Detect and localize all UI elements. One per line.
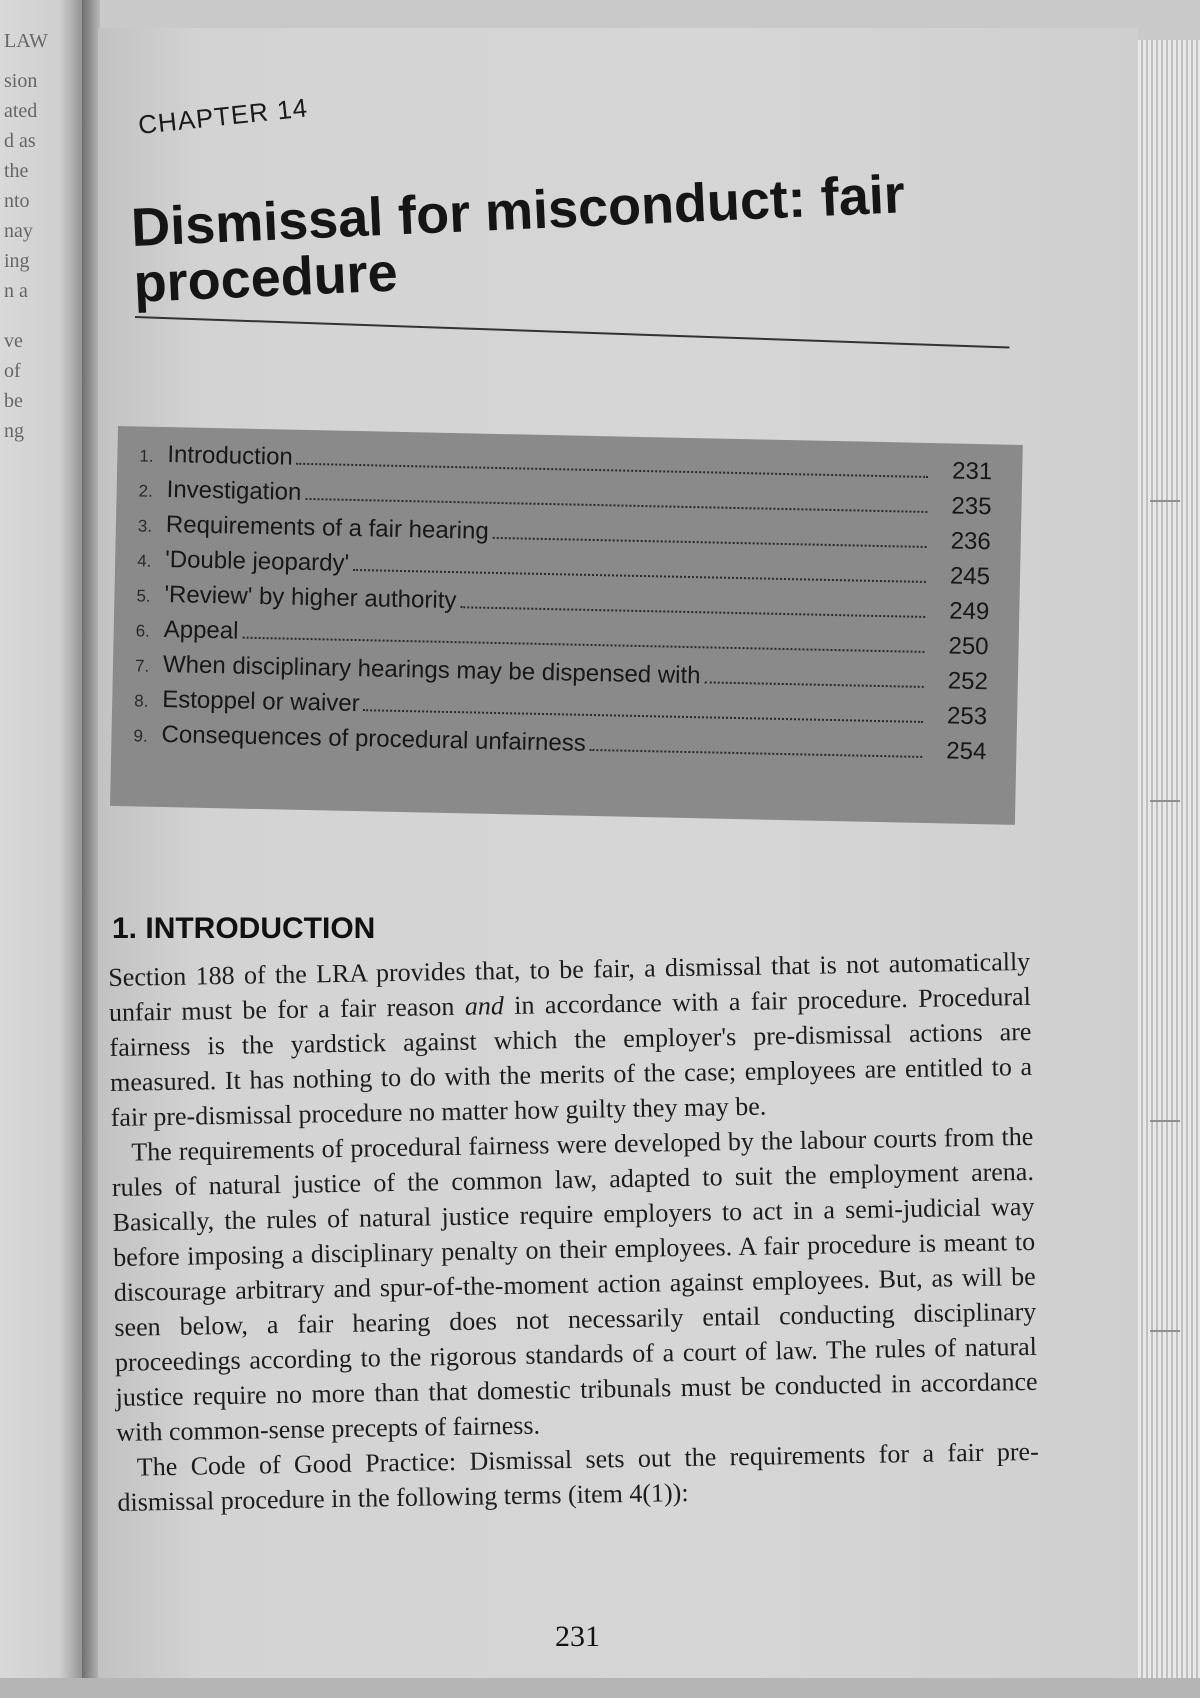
toc-leader-dots xyxy=(460,606,925,618)
left-page-text: n a xyxy=(4,280,28,302)
left-page-text: sion xyxy=(4,70,38,92)
left-page-text: ing xyxy=(4,250,30,272)
bottom-strip xyxy=(0,1678,1200,1698)
toc-title: 'Review' by higher authority xyxy=(164,581,457,615)
right-edge-marks xyxy=(1150,480,1190,1380)
toc-leader-dots xyxy=(493,537,927,548)
toc-page-number: 250 xyxy=(948,632,989,661)
left-page-text: nay xyxy=(4,220,33,242)
left-page-text: nto xyxy=(4,190,30,212)
toc-leader-dots xyxy=(305,498,927,513)
toc-page-number: 254 xyxy=(946,737,987,766)
toc-leader-dots xyxy=(590,749,923,758)
toc-title: 'Double jeopardy' xyxy=(164,546,350,577)
page-number: 231 xyxy=(555,1620,600,1653)
toc-leader-dots xyxy=(353,569,926,583)
left-page-fragment xyxy=(0,0,85,1698)
toc-leader-dots xyxy=(297,463,928,478)
toc-leader-dots xyxy=(704,681,923,688)
left-page-text: ve xyxy=(4,330,23,352)
toc-title: Consequences of procedural unfairness xyxy=(161,720,587,757)
toc-list xyxy=(111,426,1023,774)
chapter-label: CHAPTER 14 xyxy=(136,92,310,141)
toc-number: 9. xyxy=(133,726,148,746)
paragraph: The requirements of procedural fairness were developed by the labour courts from the rules of natural justice of the common law, adapted to suit the employment arena. Basically, the rules of natural justice require employers to act in a semi-judicial way before imposing a disciplinary penalty on their employees. A fair procedure is meant to discourage arbitrary and spur-of-the-moment action against employees. But, as will be seen below, a fair hearing does not necessarily entail conducting disciplinary proceedings according to the rigorous standards of a court of law. The rules of natural justice require no more than that domestic tribunals must be conducted in accordance with common-sense precepts of fairness. xyxy=(111,1121,1038,1447)
edge-mark xyxy=(1150,800,1180,802)
toc-leader-dots xyxy=(364,709,923,723)
toc-title: Requirements of a fair hearing xyxy=(165,511,490,545)
toc-number: 2. xyxy=(138,481,154,501)
toc-title: Appeal xyxy=(163,616,239,645)
table-of-contents xyxy=(110,426,1023,825)
toc-page-number: 235 xyxy=(951,492,992,521)
toc-number: 6. xyxy=(135,621,151,641)
toc-title: Introduction xyxy=(167,441,294,471)
toc-title: Estoppel or waiver xyxy=(161,685,360,718)
paragraph: The Code of Good Practice: Dismissal sets out the requirements for a fair pre-dismissal procedure in the following terms (item 4(1)): xyxy=(117,1436,1039,1517)
toc-number: 4. xyxy=(136,551,152,571)
chapter-title: Dismissal for misconduct: fair procedure xyxy=(129,164,906,314)
left-page-text: ated xyxy=(4,100,38,122)
toc-page-number: 253 xyxy=(946,702,988,731)
body-text xyxy=(108,944,1040,1520)
paragraph: Section 188 of the LRA provides that, to be fair, a dismissal that is not automatically unfair must be for a fair reason and in accordance with a fair procedure. Procedural fairness is the yardstick against which the employer's pre-dismissal actions are measured. It has nothing to do with the merits of the case; employees are entitled to a fair pre-dismissal procedure no matter how guilty they may be. xyxy=(108,946,1033,1132)
edge-mark xyxy=(1150,1330,1180,1332)
toc-leader-dots xyxy=(242,637,924,653)
toc-page-number: 231 xyxy=(951,457,993,486)
left-page-text: d as xyxy=(4,130,36,152)
toc-title: When disciplinary hearings may be dispensed with xyxy=(162,650,701,690)
toc-page-number: 252 xyxy=(947,667,989,696)
emphasis: and xyxy=(464,991,505,1021)
left-page-text: ng xyxy=(4,420,24,442)
edge-mark xyxy=(1150,500,1180,502)
section-heading: 1. INTRODUCTION xyxy=(112,912,376,945)
left-page-text: be xyxy=(4,390,23,412)
toc-title: Investigation xyxy=(166,476,302,506)
toc-page-number: 236 xyxy=(950,527,992,556)
left-page-text: of xyxy=(4,360,21,382)
toc-number: 1. xyxy=(139,446,154,466)
toc-page-number: 249 xyxy=(948,597,990,626)
toc-page-number: 245 xyxy=(949,562,991,591)
left-page-text: LAW xyxy=(4,30,48,52)
edge-mark xyxy=(1150,1120,1180,1122)
toc-number: 5. xyxy=(136,586,151,606)
toc-number: 3. xyxy=(137,516,153,536)
left-page-text: the xyxy=(4,160,29,182)
toc-number: 7. xyxy=(134,656,150,676)
toc-number: 8. xyxy=(134,691,149,711)
